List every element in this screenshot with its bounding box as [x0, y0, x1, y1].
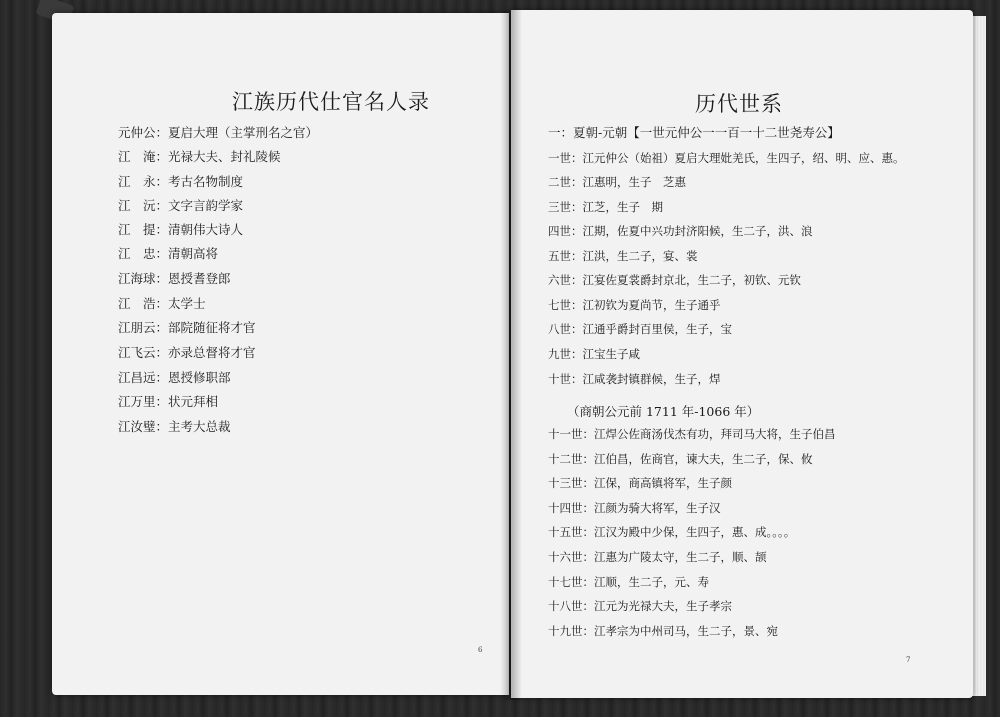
right-entry: 十三世：江保，商高镇将军，生子颜	[548, 476, 732, 490]
left-entry: 江汝璧：主考大总裁	[118, 419, 231, 434]
left-entry: 江朋云：部院随征将才官	[118, 320, 256, 335]
left-entry: 江昌远：恩授修职部	[118, 370, 231, 385]
right-entry: 十四世：江颜为骑大将军，生子汉	[548, 501, 721, 515]
left-entry: 元仲公：夏启大理（主掌刑名之官）	[118, 125, 319, 140]
right-page-title: 历代世系	[695, 92, 783, 116]
right-entry: 十一世：江焊公佐商汤伐杰有功，拜司马大将，生子伯昌	[548, 427, 836, 441]
left-entry: 江 提：清朝伟大诗人	[118, 222, 244, 237]
left-entry: 江 忠：清朝高将	[118, 246, 219, 261]
right-entry: 十五世：江汉为殿中少保，生四子，惠、成。。。。	[548, 525, 796, 539]
left-page-title: 江族历代仕官名人录	[232, 90, 430, 114]
left-entry: 江 沅：文字言韵学家	[118, 198, 244, 213]
left-entry: 江海球：恩授耆登郎	[118, 271, 231, 286]
left-entry: 江 浩：太学士	[118, 296, 206, 311]
right-entry: 十世：江咸袭封镇群候，生子，焊	[548, 372, 721, 386]
right-entry: 十二世：江伯昌，佐商官，谏大夫，生二子，保、攸	[548, 452, 813, 466]
right-entry: 八世：江通乎爵封百里侯，生子，宝	[548, 322, 732, 336]
right-entry: 六世：江宴佐夏裳爵封京北，生二子，初钦、元钦	[548, 273, 801, 287]
left-entry: 江万里：状元拜相	[118, 394, 219, 409]
right-entry: 七世：江初钦为夏尚节，生子通乎	[548, 298, 721, 312]
right-entry: 一世：江元仲公（始祖）夏启大理妣羌氏，生四子，绍、明、应、惠。	[548, 151, 905, 165]
left-entry: 江 淹：光禄大夫、封礼陵候	[118, 149, 281, 164]
left-entry: 江飞云：亦录总督将才官	[118, 345, 256, 360]
left-entry: 江 永：考古名物制度	[118, 174, 244, 189]
right-entry: 三世：江芝，生子 期	[548, 200, 663, 214]
right-entry: 九世：江宝生子咸	[548, 347, 640, 361]
right-entry: 十九世：江孝宗为中州司马，生二子，景、宛	[548, 624, 778, 638]
right-entry: （商朝公元前 1711 年-1066 年）	[567, 404, 760, 419]
right-entry: 五世：江洪，生二子，宴、裳	[548, 249, 698, 263]
section-heading: 一：夏朝-元朝【一世元仲公一一百一十二世尧寿公】	[548, 125, 840, 140]
right-page-number: 7	[906, 656, 911, 664]
left-page-number: 6	[478, 646, 483, 654]
right-entry: 四世：江期，佐夏中兴功封济阳候，生二子，洪、浪	[548, 224, 813, 238]
right-entry: 十八世：江元为光禄大夫，生子孝宗	[548, 599, 732, 613]
right-entry: 十六世：江惠为广陵太守，生二子，顺、颉	[548, 550, 767, 564]
right-entry: 十七世：江顺，生二子，元、寿	[548, 575, 709, 589]
book-spine	[500, 10, 522, 700]
right-entry: 二世：江惠明，生子 芝惠	[548, 175, 686, 189]
